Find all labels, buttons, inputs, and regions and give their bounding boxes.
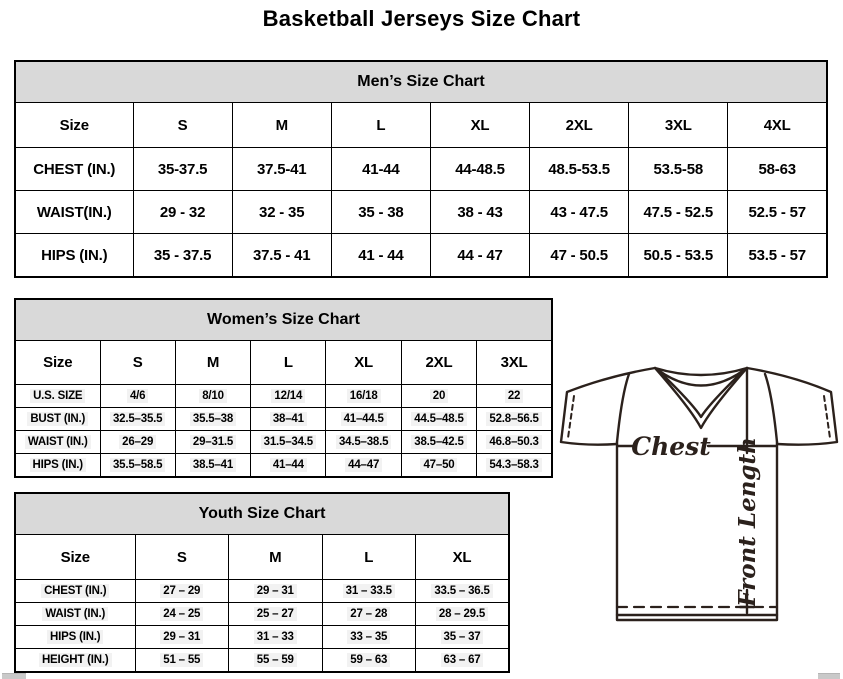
mens-cell: 43 - 47.5 bbox=[530, 191, 629, 234]
womens-row-label bbox=[15, 454, 100, 478]
womens-cell bbox=[477, 408, 552, 431]
womens-cell bbox=[401, 454, 476, 478]
mens-cell: 53.5 - 57 bbox=[728, 234, 827, 278]
youth-cell bbox=[229, 649, 323, 673]
cell-text: 51 – 55 bbox=[160, 653, 203, 667]
youth-cell bbox=[229, 580, 323, 603]
youth-cell bbox=[322, 580, 416, 603]
womens-cell bbox=[326, 385, 401, 408]
cell-text: 35 – 37 bbox=[441, 630, 484, 644]
youth-row bbox=[15, 626, 509, 649]
scrollbar-fragment-left[interactable] bbox=[2, 673, 26, 679]
cell-text: 27 – 28 bbox=[347, 607, 390, 621]
jersey-collar-back bbox=[655, 368, 747, 375]
womens-column-header: L bbox=[251, 341, 326, 385]
youth-cell bbox=[135, 603, 229, 626]
cell-text: 38–41 bbox=[270, 412, 307, 426]
jersey-diagram-svg bbox=[558, 354, 840, 626]
womens-column-header: XL bbox=[326, 341, 401, 385]
cell-text: 41–44 bbox=[270, 458, 307, 472]
womens-cell bbox=[251, 454, 326, 478]
youth-row bbox=[15, 649, 509, 673]
cell-text: 20 bbox=[430, 389, 448, 403]
cell-text: 29 – 31 bbox=[160, 630, 203, 644]
cell-text: 29–31.5 bbox=[190, 435, 236, 449]
mens-row-label: CHEST (IN.) bbox=[15, 148, 133, 191]
page-title: Basketball Jerseys Size Chart bbox=[262, 6, 581, 31]
womens-chart-title: Women’s Size Chart bbox=[15, 299, 552, 341]
womens-row bbox=[15, 385, 552, 408]
cell-text: 41–44.5 bbox=[341, 412, 387, 426]
mens-chart-title: Men’s Size Chart bbox=[15, 61, 827, 103]
womens-column-header: Size bbox=[15, 341, 100, 385]
womens-cell bbox=[100, 431, 175, 454]
cell-text: 29 – 31 bbox=[254, 584, 297, 598]
womens-row bbox=[15, 454, 552, 478]
youth-cell bbox=[135, 580, 229, 603]
mens-column-header: 3XL bbox=[629, 103, 728, 148]
jersey-left-cuff-dashes bbox=[568, 396, 574, 438]
cell-text: U.S. SIZE bbox=[30, 389, 85, 403]
cell-text: 35.5–38 bbox=[190, 412, 236, 426]
mens-size-table bbox=[14, 60, 828, 278]
cell-text: 52.8–56.5 bbox=[486, 412, 541, 426]
womens-column-header: M bbox=[175, 341, 250, 385]
cell-text: 59 – 63 bbox=[347, 653, 390, 667]
youth-row bbox=[15, 580, 509, 603]
womens-row bbox=[15, 408, 552, 431]
mens-cell: 48.5-53.5 bbox=[530, 148, 629, 191]
cell-text: 46.8–50.3 bbox=[486, 435, 541, 449]
mens-cell: 41 - 44 bbox=[331, 234, 430, 278]
womens-cell bbox=[326, 431, 401, 454]
mens-row-label: HIPS (IN.) bbox=[15, 234, 133, 278]
mens-column-header: 4XL bbox=[728, 103, 827, 148]
youth-cell bbox=[322, 649, 416, 673]
cell-text: 38.5–42.5 bbox=[411, 435, 466, 449]
scrollbar-fragment-right[interactable] bbox=[818, 673, 840, 679]
mens-cell: 44-48.5 bbox=[430, 148, 529, 191]
cell-text: 33 – 35 bbox=[347, 630, 390, 644]
womens-column-header: 2XL bbox=[401, 341, 476, 385]
youth-column-header: XL bbox=[416, 535, 510, 580]
jersey-measurement-diagram bbox=[558, 354, 840, 626]
jersey-right-cuff-dashes bbox=[824, 396, 830, 438]
youth-row-label bbox=[15, 603, 135, 626]
mens-column-header: L bbox=[331, 103, 430, 148]
jersey-left-armhole-seam bbox=[617, 374, 629, 442]
youth-cell bbox=[322, 626, 416, 649]
womens-cell bbox=[100, 454, 175, 478]
mens-row bbox=[15, 148, 827, 191]
mens-column-header: XL bbox=[430, 103, 529, 148]
youth-cell bbox=[229, 626, 323, 649]
womens-cell bbox=[477, 385, 552, 408]
mens-cell: 58-63 bbox=[728, 148, 827, 191]
youth-chart-title: Youth Size Chart bbox=[15, 493, 509, 535]
cell-text: 32.5–35.5 bbox=[110, 412, 165, 426]
cell-text: HIPS (IN.) bbox=[30, 458, 86, 472]
youth-column-header: M bbox=[229, 535, 323, 580]
mens-cell: 41-44 bbox=[331, 148, 430, 191]
womens-column-header: 3XL bbox=[477, 341, 552, 385]
mens-cell: 35 - 37.5 bbox=[133, 234, 232, 278]
mens-row-label: WAIST(IN.) bbox=[15, 191, 133, 234]
cell-text: 44.5–48.5 bbox=[411, 412, 466, 426]
chest-label: Chest bbox=[631, 432, 711, 461]
mens-column-header: Size bbox=[15, 103, 133, 148]
womens-row-label bbox=[15, 408, 100, 431]
womens-cell bbox=[175, 408, 250, 431]
mens-cell: 37.5 - 41 bbox=[232, 234, 331, 278]
youth-column-header: Size bbox=[15, 535, 135, 580]
cell-text: 63 – 67 bbox=[441, 653, 484, 667]
cell-text: 54.3–58.3 bbox=[486, 458, 541, 472]
cell-text: 47–50 bbox=[420, 458, 457, 472]
mens-cell: 35-37.5 bbox=[133, 148, 232, 191]
womens-cell bbox=[175, 431, 250, 454]
cell-text: 55 – 59 bbox=[254, 653, 297, 667]
womens-cell bbox=[175, 385, 250, 408]
youth-row-label bbox=[15, 626, 135, 649]
youth-cell bbox=[416, 626, 510, 649]
cell-text: HEIGHT (IN.) bbox=[39, 653, 112, 667]
womens-cell bbox=[175, 454, 250, 478]
womens-row-label bbox=[15, 431, 100, 454]
cell-text: 38.5–41 bbox=[190, 458, 236, 472]
womens-size-table bbox=[14, 298, 553, 478]
cell-text: HIPS (IN.) bbox=[47, 630, 103, 644]
mens-cell: 29 - 32 bbox=[133, 191, 232, 234]
youth-cell bbox=[229, 603, 323, 626]
womens-cell bbox=[251, 385, 326, 408]
womens-cell bbox=[100, 385, 175, 408]
cell-text: BUST (IN.) bbox=[27, 412, 88, 426]
cell-text: 16/18 bbox=[347, 389, 381, 403]
youth-cell bbox=[135, 649, 229, 673]
cell-text: 34.5–38.5 bbox=[336, 435, 391, 449]
womens-cell bbox=[251, 408, 326, 431]
mens-cell: 47.5 - 52.5 bbox=[629, 191, 728, 234]
mens-cell: 37.5-41 bbox=[232, 148, 331, 191]
womens-cell bbox=[477, 431, 552, 454]
youth-cell bbox=[322, 603, 416, 626]
womens-cell bbox=[401, 385, 476, 408]
youth-column-header: S bbox=[135, 535, 229, 580]
cell-text: WAIST (IN.) bbox=[42, 607, 108, 621]
cell-text: 31.5–34.5 bbox=[261, 435, 316, 449]
mens-cell: 38 - 43 bbox=[430, 191, 529, 234]
womens-column-header: S bbox=[100, 341, 175, 385]
womens-cell bbox=[326, 454, 401, 478]
jersey-right-armhole-seam bbox=[765, 374, 777, 442]
cell-text: 25 – 27 bbox=[254, 607, 297, 621]
cell-text: CHEST (IN.) bbox=[41, 584, 109, 598]
womens-row-label bbox=[15, 385, 100, 408]
mens-cell: 44 - 47 bbox=[430, 234, 529, 278]
front-length-label: Front Length bbox=[734, 437, 761, 607]
cell-text: 44–47 bbox=[345, 458, 382, 472]
youth-row-label bbox=[15, 649, 135, 673]
womens-row bbox=[15, 431, 552, 454]
womens-cell bbox=[251, 431, 326, 454]
mens-cell: 32 - 35 bbox=[232, 191, 331, 234]
cell-text: 26–29 bbox=[119, 435, 156, 449]
cell-text: 33.5 – 36.5 bbox=[431, 584, 492, 598]
womens-cell bbox=[477, 454, 552, 478]
cell-text: 31 – 33 bbox=[254, 630, 297, 644]
youth-cell bbox=[416, 580, 510, 603]
cell-text: 4/6 bbox=[127, 389, 148, 403]
cell-text: 8/10 bbox=[199, 389, 227, 403]
mens-column-header: S bbox=[133, 103, 232, 148]
womens-cell bbox=[401, 408, 476, 431]
mens-cell: 50.5 - 53.5 bbox=[629, 234, 728, 278]
youth-column-header: L bbox=[322, 535, 416, 580]
jersey-right-sleeve bbox=[747, 368, 837, 445]
youth-row bbox=[15, 603, 509, 626]
womens-cell bbox=[326, 408, 401, 431]
cell-text: 27 – 29 bbox=[160, 584, 203, 598]
cell-text: WAIST (IN.) bbox=[25, 435, 91, 449]
mens-cell: 52.5 - 57 bbox=[728, 191, 827, 234]
mens-column-header: 2XL bbox=[530, 103, 629, 148]
mens-cell: 47 - 50.5 bbox=[530, 234, 629, 278]
mens-cell: 35 - 38 bbox=[331, 191, 430, 234]
youth-cell bbox=[135, 626, 229, 649]
cell-text: 35.5–58.5 bbox=[110, 458, 165, 472]
youth-cell bbox=[416, 603, 510, 626]
youth-row-label bbox=[15, 580, 135, 603]
youth-size-table bbox=[14, 492, 510, 673]
mens-column-header: M bbox=[232, 103, 331, 148]
cell-text: 28 – 29.5 bbox=[436, 607, 488, 621]
mens-row bbox=[15, 191, 827, 234]
mens-row bbox=[15, 234, 827, 278]
youth-cell bbox=[416, 649, 510, 673]
cell-text: 24 – 25 bbox=[160, 607, 203, 621]
cell-text: 22 bbox=[505, 389, 523, 403]
cell-text: 12/14 bbox=[271, 389, 305, 403]
cell-text: 31 – 33.5 bbox=[343, 584, 395, 598]
womens-cell bbox=[100, 408, 175, 431]
womens-cell bbox=[401, 431, 476, 454]
mens-cell: 53.5-58 bbox=[629, 148, 728, 191]
